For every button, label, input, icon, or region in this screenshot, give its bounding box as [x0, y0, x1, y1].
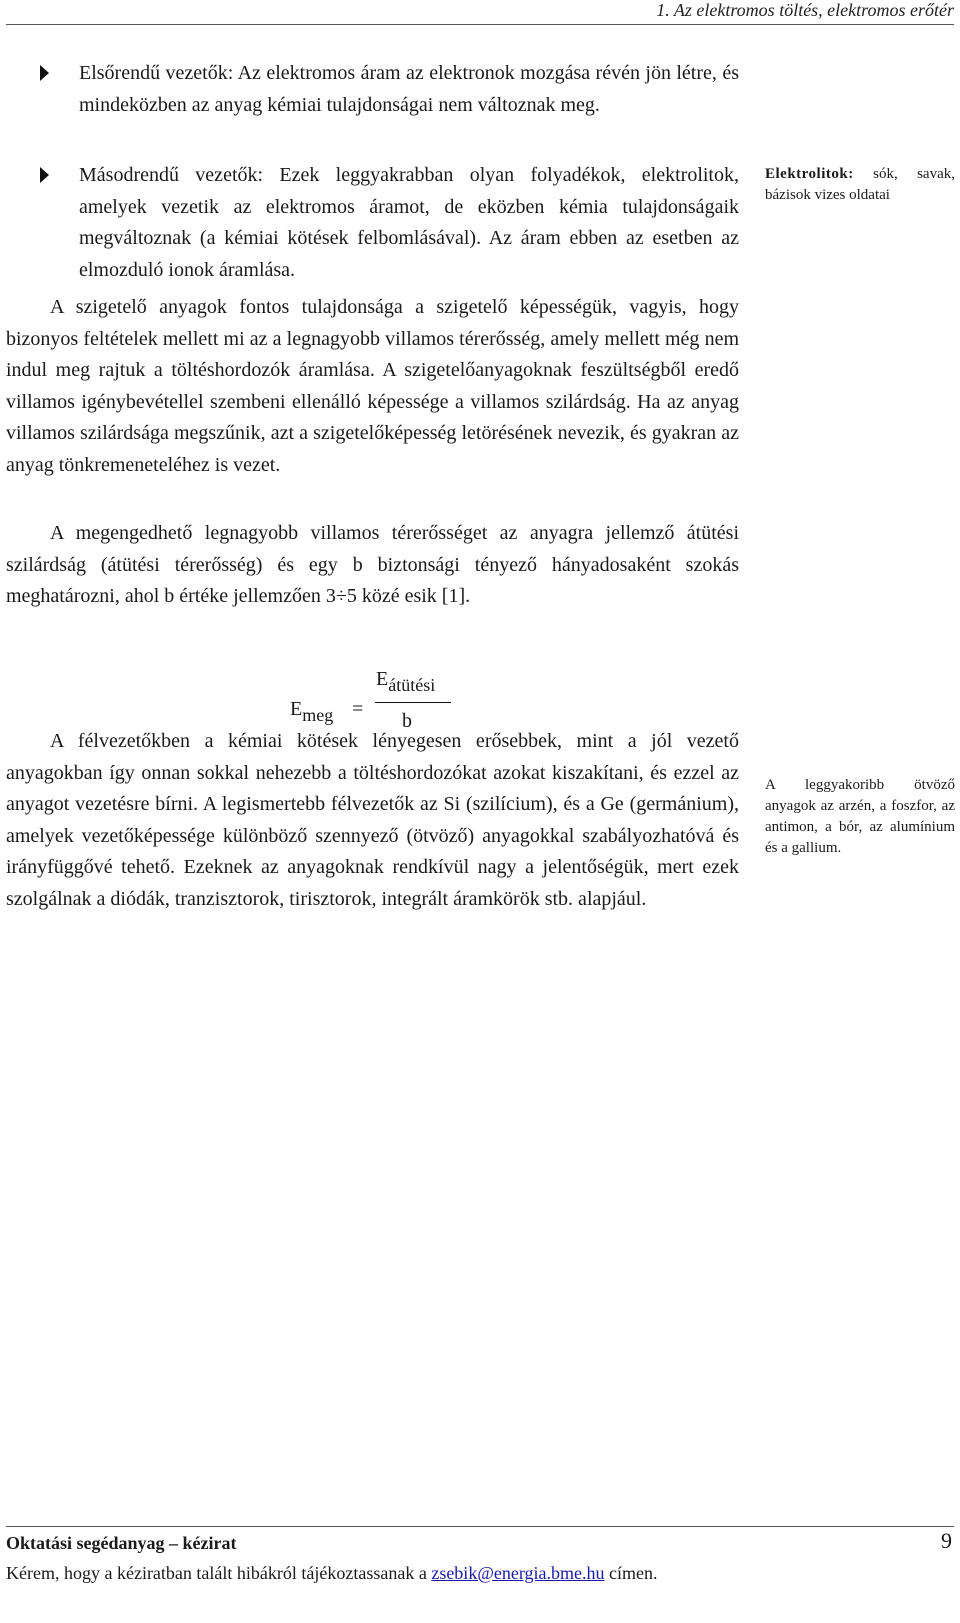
- side-note-electrolytes-label: Elektrolitok:: [765, 166, 854, 182]
- formula-lhs: $E_{meg}$: [290, 698, 334, 725]
- side-note-dopants: A leggyakoribb ötvöző anyagok az arzén, a foszfor, az antimon, a bór, az alumínium és a gallium.: [765, 777, 955, 856]
- side-note-electrolytes-text: sók, savak, bázisok vizes oldatai: [765, 166, 955, 203]
- bullet-arrow-icon: [40, 65, 55, 81]
- paragraph-permissible-field: A megengedhető legnagyobb villamos térerősséget az anyagra jellemző átütési szilárdság (átütési térerősség) és egy b biztonsági tényező hányadosaként szokás meghatározni, ahol b értéke jellemzően 3÷5 közé esik [1].: [6, 522, 739, 607]
- formula-numerator: $E_{átütési}$: [376, 668, 436, 695]
- paragraph-insulators: A szigetelő anyagok fontos tulajdonsága a szigetelő képességük, vagyis, hogy bizonyos feltételek mellett mi az a legnagyobb villamos térerősség, amely mellett még nem indul meg rajtuk a töltéshordozók áramlása. A szigetelőanyagoknak feszültségből eredő villamos igénybevétellel szembeni ellenálló képessége a villamos szilárdság. Ha az anyag villamos szilárdsága megszűnik, azt a szigetelőképesség letörésének nevezik, és gyakran az anyag tönkremeneteléhez is vezet.: [6, 296, 739, 476]
- formula-denominator: b: [402, 710, 412, 732]
- footer-title: Oktatási segédanyag – kézirat: [6, 1533, 237, 1553]
- formula-equals: =: [352, 698, 364, 720]
- side-note-electrolytes: [765, 164, 955, 206]
- fraction-bar: [375, 702, 451, 703]
- footer-divider: [6, 1526, 954, 1527]
- bullet-arrow-icon: [40, 167, 55, 183]
- bullet-first-order-conductors: Elsőrendű vezetők: Az elektromos áram az elektronok mozgása révén jön létre, és mindeközben az anyag kémiai tulajdonságai nem változnak meg.: [79, 62, 739, 116]
- header-divider: [6, 24, 954, 25]
- paragraph-semiconductors: A félvezetőkben a kémiai kötések lényegesen erősebbek, mint a jól vezető anyagokban így onnan sokkal nehezebb a töltéshordozókat azokat kiszakítani, és ezzel az anyagot vezetésre bírni. A legismertebb félvezetők az Si (szilícium), és a Ge (germánium), amelyek vezetőképessége különböző szennyező (ötvöző) anyagokkal szabályozhatóvá és irányfüggővé tehető. Ezeknek az anyagoknak rendkívül nagy a jelentőségük, mert ezek szolgálnak a diódák, tranzisztorok, tirisztorok, integrált áramkörök stb. alapjául.: [6, 730, 739, 910]
- footer-note: Kérem, hogy a kéziratban talált hibákról tájékoztassanak a zsebik@energia.bme.hu címen.: [6, 1563, 658, 1583]
- email-link[interactable]: zsebik@energia.bme.hu: [431, 1563, 605, 1583]
- bullet-second-order-conductors: Másodrendű vezetők: Ezek leggyakrabban olyan folyadékok, elektrolitok, amelyek vezetik az elektromos áramot, de eközben kémia tulajdonságaik megváltoznak (a kémiai kötések felbomlásával). Az áram ebben az esetben az elmozduló ionok áramlása.: [79, 164, 739, 281]
- page-number: 9: [941, 1528, 952, 1553]
- running-header-title: 1. Az elektromos töltés, elektromos erőtér: [656, 0, 954, 20]
